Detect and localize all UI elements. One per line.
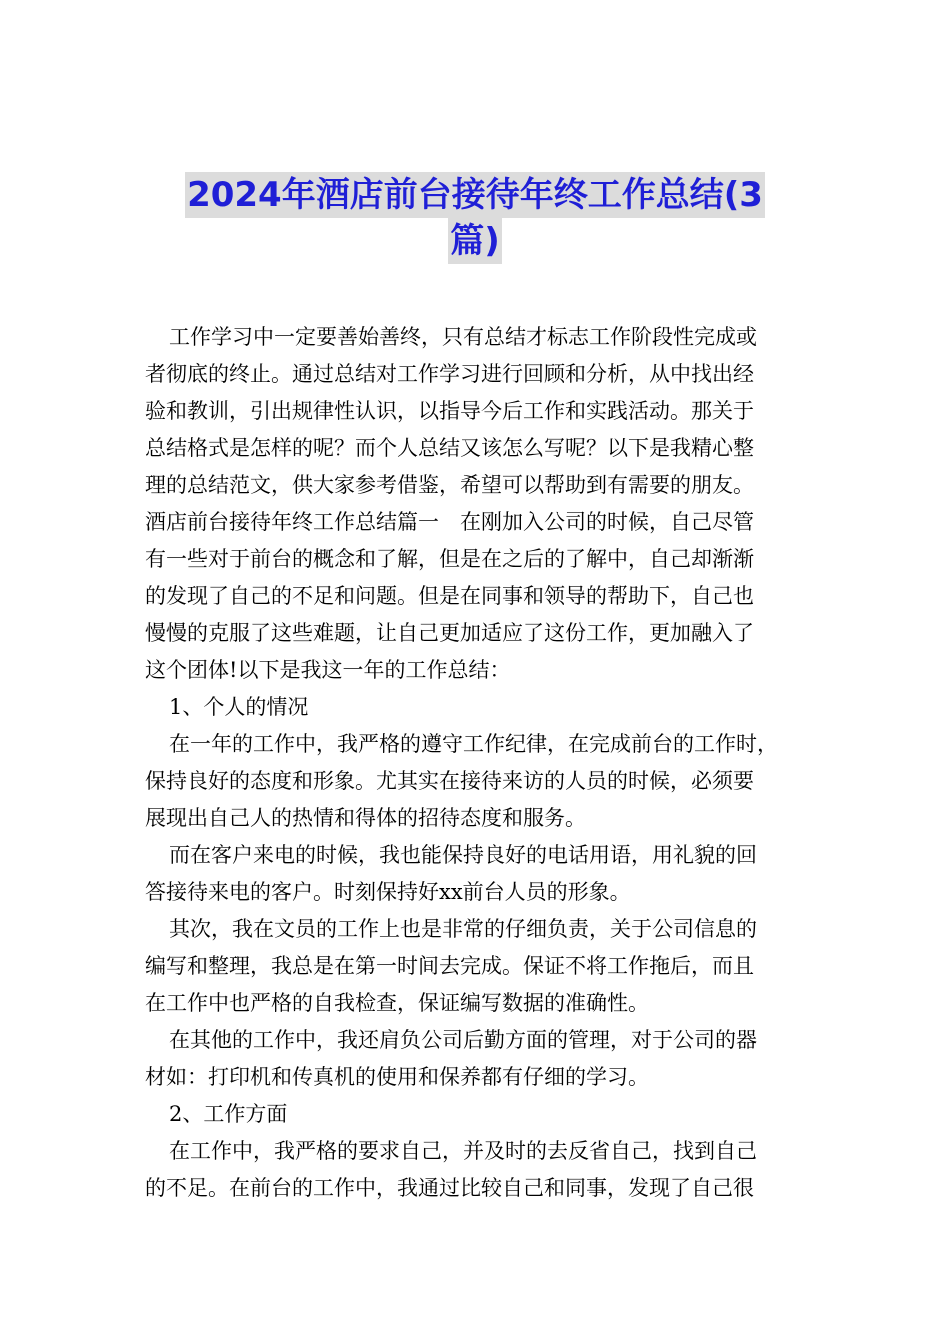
- paragraph-line: 的不足。在前台的工作中，我通过比较自己和同事，发现了自己很: [145, 1176, 754, 1200]
- paragraph-line: 在其他的工作中，我还肩负公司后勤方面的管理，对于公司的器: [169, 1028, 757, 1052]
- paragraph-line: 保持良好的态度和形象。尤其实在接待来访的人员的时候，必须要: [145, 769, 754, 793]
- section-heading: 2、工作方面: [169, 1102, 288, 1126]
- paragraph-line: 慢慢的克服了这些难题，让自己更加适应了这份工作，更加融入了: [145, 621, 754, 645]
- document-title: [140, 172, 810, 264]
- section-heading: 1、个人的情况: [169, 695, 309, 719]
- paragraph-line: 编写和整理，我总是在第一时间去完成。保证不将工作拖后，而且: [145, 954, 754, 978]
- paragraph-line: 而在客户来电的时候，我也能保持良好的电话用语，用礼貌的回: [169, 843, 757, 867]
- paragraph-line: 材如：打印机和传真机的使用和保养都有仔细的学习。: [145, 1065, 649, 1089]
- paragraph-line: 酒店前台接待年终工作总结篇一 在刚加入公司的时候，自己尽管: [145, 510, 754, 534]
- paragraph-line: 答接待来电的客户。时刻保持好xx前台人员的形象。: [145, 880, 631, 904]
- paragraph-line: 验和教训，引出规律性认识，以指导今后工作和实践活动。那关于: [145, 399, 754, 423]
- title-line-1: 2024年酒店前台接待年终工作总结(3: [185, 172, 765, 218]
- paragraph-line: 其次，我在文员的工作上也是非常的仔细负责，关于公司信息的: [169, 917, 757, 941]
- title-line-2: 篇): [448, 218, 502, 264]
- paragraph-line: 有一些对于前台的概念和了解，但是在之后的了解中，自己却渐渐: [145, 547, 754, 571]
- paragraph-line: 在工作中，我严格的要求自己，并及时的去反省自己，找到自己: [169, 1139, 757, 1163]
- paragraph-line: 在一年的工作中，我严格的遵守工作纪律，在完成前台的工作时，: [169, 732, 778, 756]
- paragraph-line: 理的总结范文，供大家参考借鉴，希望可以帮助到有需要的朋友。: [145, 473, 754, 497]
- paragraph-line: 的发现了自己的不足和问题。但是在同事和领导的帮助下，自己也: [145, 584, 754, 608]
- document-body: [145, 319, 810, 1207]
- paragraph-line: 者彻底的终止。通过总结对工作学习进行回顾和分析，从中找出经: [145, 362, 754, 386]
- paragraph-line: 总结格式是怎样的呢？而个人总结又该怎么写呢？以下是我精心整: [145, 436, 754, 460]
- paragraph-line: 在工作中也严格的自我检查，保证编写数据的准确性。: [145, 991, 649, 1015]
- paragraph-line: 展现出自己人的热情和得体的招待态度和服务。: [145, 806, 586, 830]
- paragraph-line: 工作学习中一定要善始善终，只有总结才标志工作阶段性完成或: [169, 325, 757, 349]
- paragraph-line: 这个团体!以下是我这一年的工作总结：: [145, 658, 511, 682]
